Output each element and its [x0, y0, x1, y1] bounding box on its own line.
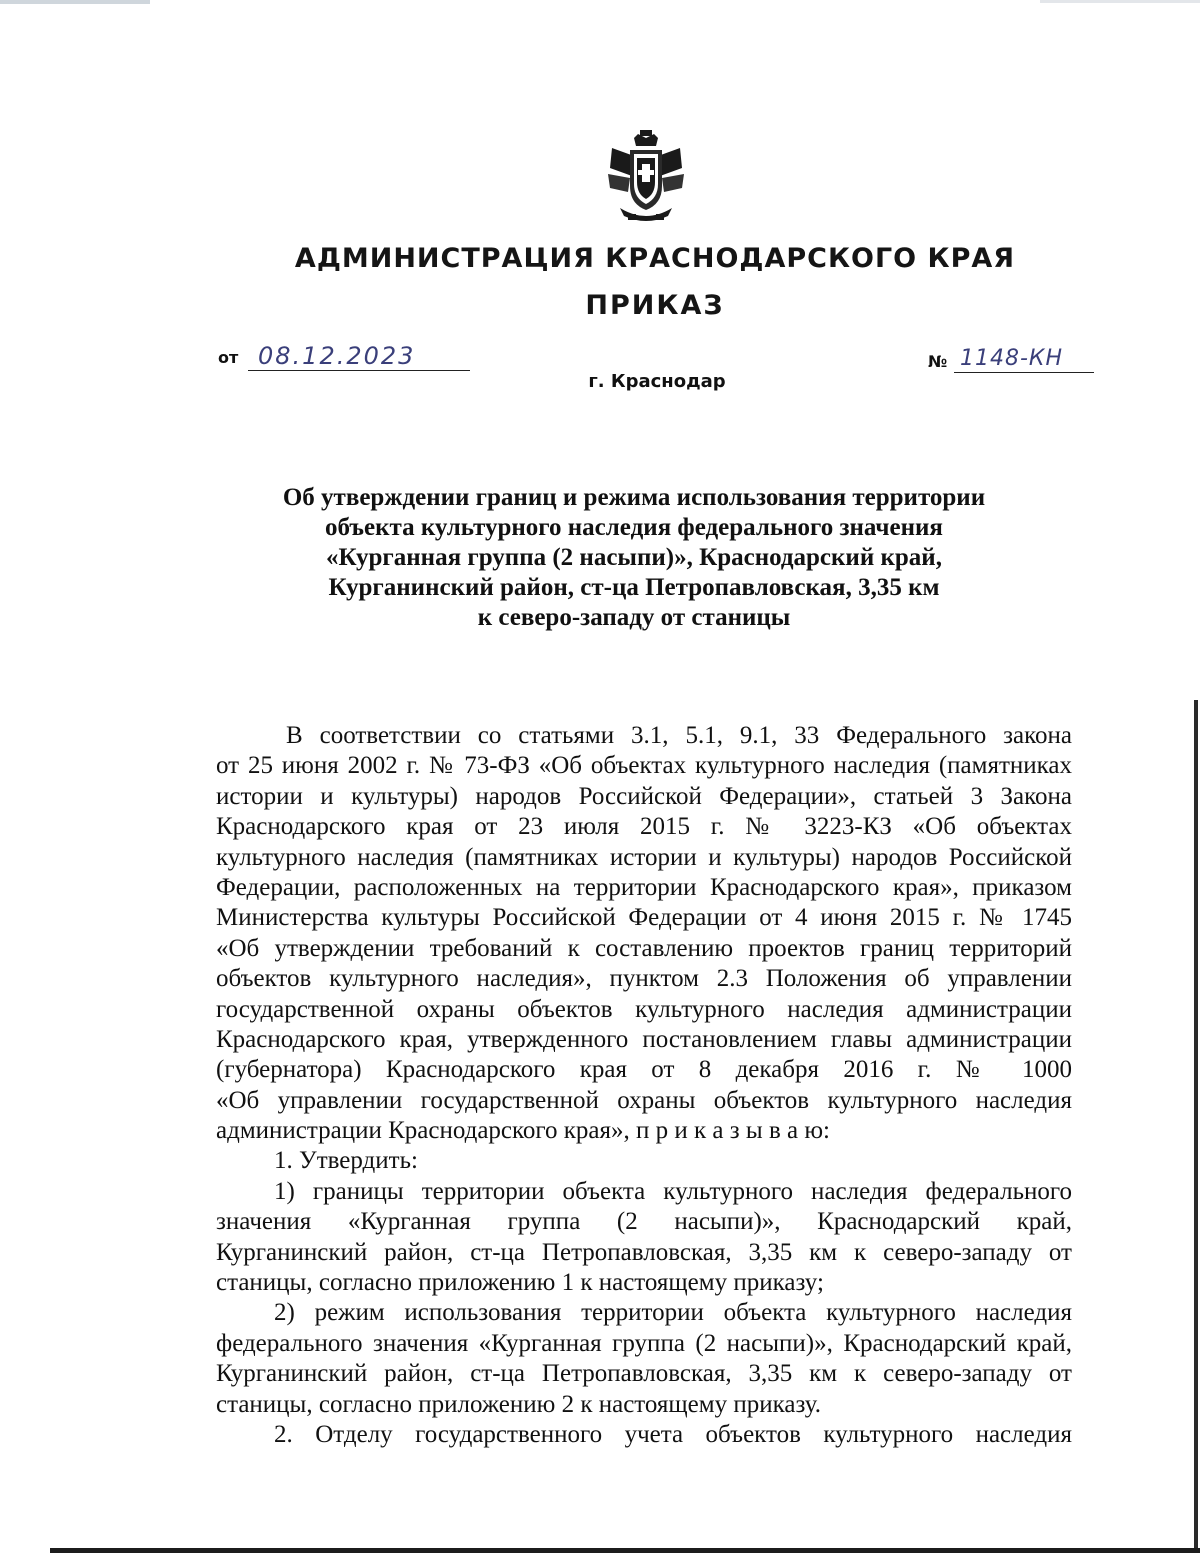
- body-line: от 25 июня 2002 г. № 73-ФЗ «Об объектах культурного наследия (памятниках: [216, 752, 1072, 780]
- subject-line: «Курганная группа (2 насыпи)», Краснодарский край,: [326, 544, 942, 571]
- subject-line: Об утверждении границ и режима использования территории: [282, 484, 986, 511]
- body-line: В соответствии со статьями 3.1, 5.1, 9.1, 33 Федерального закона: [286, 722, 1072, 749]
- number-label: №: [928, 352, 948, 371]
- body-line: 2) режим использования территории объекта культурного наследия: [274, 1299, 1072, 1327]
- subject-line: объекта культурного наследия федерального значения: [325, 514, 943, 541]
- body-line: станицы, согласно приложению 2 к настоящему приказу.: [216, 1390, 822, 1418]
- body-line: станицы, согласно приложению 1 к настоящему приказу;: [216, 1269, 824, 1297]
- body-line: «Об управлении государственной охраны объектов культурного наследия: [216, 1086, 1072, 1114]
- body-line: государственной охраны объектов культурного наследия администрации: [216, 995, 1072, 1023]
- order-subject: [244, 483, 1024, 633]
- number-value: 1148-КН: [960, 346, 1064, 371]
- city: г. Краснодар: [588, 371, 726, 392]
- body-line: Курганинский район, ст-ца Петропавловская, 3,35 км к северо-западу от: [216, 1238, 1072, 1266]
- body-line: федерального значения «Курганная группа (2 насыпи)», Краснодарский край,: [216, 1329, 1072, 1357]
- order-body: [216, 721, 1072, 1450]
- body-line: администрации Краснодарского края», п р и к а з ы в а ю:: [216, 1117, 830, 1145]
- body-line: Краснодарского края от 23 июля 2015 г. № 3223-КЗ «Об объектах: [216, 813, 1072, 841]
- body-line: значения «Курганная группа (2 насыпи)», Краснодарский край,: [216, 1208, 1072, 1236]
- scan-edge-right: [1194, 700, 1198, 1553]
- body-line: Министерства культуры Российской Федерации от 4 июня 2015 г. № 1745: [216, 904, 1072, 932]
- document-type-title: ПРИКАЗ: [585, 290, 725, 321]
- body-line: 1) границы территории объекта культурного наследия федерального: [274, 1177, 1072, 1205]
- date-value: 08.12.2023: [258, 342, 416, 370]
- date-label: от: [218, 348, 239, 367]
- body-line: Курганинский район, ст-ца Петропавловская, 3,35 км к северо-западу от: [216, 1360, 1072, 1388]
- body-line: (губернатора) Краснодарского края от 8 декабря 2016 г. № 1000: [216, 1056, 1072, 1084]
- organization-title: АДМИНИСТРАЦИЯ КРАСНОДАРСКОГО КРАЯ: [294, 243, 1016, 274]
- subject-line: Курганинский район, ст-ца Петропавловская, 3,35 км: [328, 574, 940, 601]
- scan-edge-top: [0, 0, 1200, 6]
- body-line: 1. Утвердить:: [274, 1147, 418, 1175]
- body-line: объектов культурного наследия», пунктом 2.3 Положения об управлении: [216, 965, 1072, 993]
- body-line: культурного наследия (памятниках истории и культуры) народов Российской: [216, 843, 1072, 871]
- body-line: 2. Отделу государственного учета объектов культурного наследия: [274, 1420, 1072, 1448]
- subject-line: к северо-западу от станицы: [477, 604, 791, 631]
- body-line: истории и культуры) народов Российской Федерации», статьей 3 Закона: [216, 782, 1072, 810]
- scan-edge-bottom: [50, 1548, 1200, 1553]
- body-line: Федерации, расположенных на территории Краснодарского края», приказом: [216, 873, 1072, 901]
- body-line: Краснодарского края, утвержденного постановлением главы администрации: [216, 1025, 1072, 1053]
- coat-of-arms-icon: [606, 128, 686, 224]
- body-line: «Об утверждении требований к составлению проектов границ территорий: [216, 934, 1072, 962]
